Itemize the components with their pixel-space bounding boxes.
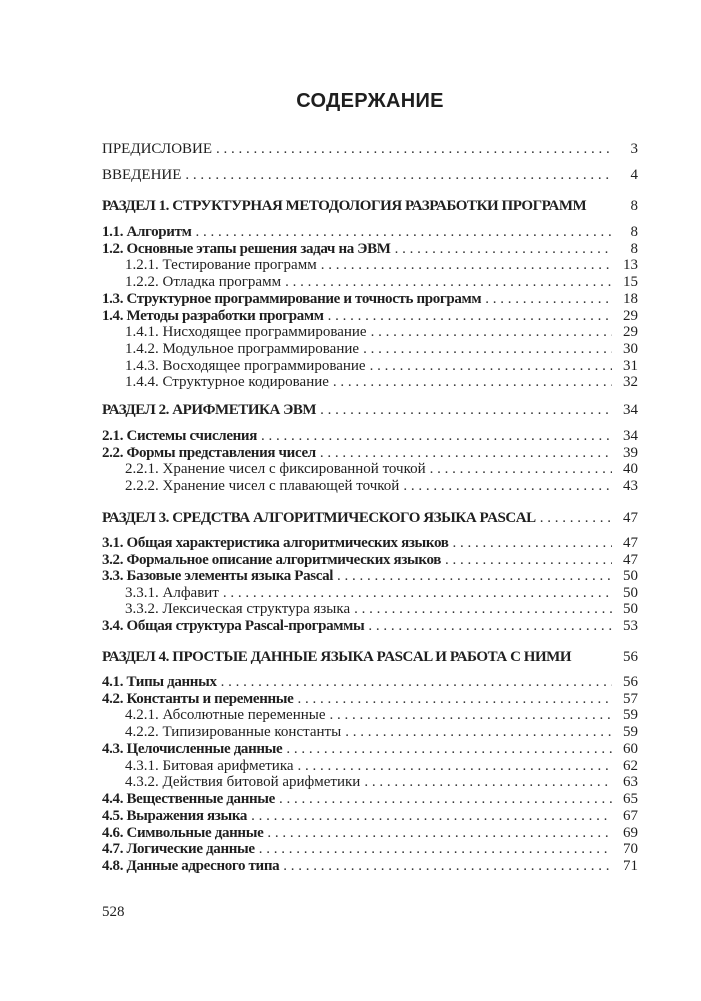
toc-entry-page: 60 bbox=[623, 740, 638, 757]
toc-entry bbox=[102, 791, 638, 808]
toc-entry-page: 13 bbox=[623, 257, 638, 274]
toc-entry-page: 8 bbox=[630, 224, 638, 240]
toc-entry-page: 4 bbox=[630, 167, 638, 183]
dot-leader bbox=[298, 758, 612, 775]
toc-entry-page: 65 bbox=[623, 791, 638, 808]
dot-leader bbox=[320, 445, 612, 462]
toc-entry-page: 3 bbox=[630, 141, 638, 157]
dot-leader bbox=[430, 461, 612, 478]
toc-entry-page: 15 bbox=[623, 274, 638, 291]
dot-leader bbox=[403, 478, 612, 495]
toc-entry bbox=[102, 585, 638, 602]
dot-leader bbox=[321, 257, 612, 274]
toc-entry-label: РАЗДЕЛ 1. СТРУКТУРНАЯ МЕТОДОЛОГИЯ РАЗРАБОТКИ ПРОГРАММ bbox=[102, 198, 587, 214]
toc-entry-page: 63 bbox=[623, 774, 638, 791]
dot-leader bbox=[364, 774, 612, 791]
toc-entry-label: 2.1. Системы счисления bbox=[102, 428, 257, 444]
toc-entry-label: РАЗДЕЛ 2. АРИФМЕТИКА ЭВМ bbox=[102, 402, 317, 418]
toc-entry-label: 4.4. Вещественные данные bbox=[102, 791, 275, 808]
toc-entry bbox=[102, 601, 638, 618]
toc-entry-label: 4.8. Данные адресного типа bbox=[102, 858, 280, 875]
toc-entry bbox=[102, 461, 638, 478]
toc-entry bbox=[102, 552, 638, 569]
toc-entry-label: 1.4.2. Модульное программирование bbox=[125, 340, 360, 357]
toc-entry-page: 62 bbox=[623, 757, 638, 774]
dot-leader bbox=[195, 224, 612, 241]
toc-entry-page: 40 bbox=[623, 461, 638, 478]
toc-entry-label: 1.4.1. Нисходящее программирование bbox=[125, 324, 367, 341]
toc-entry-label: 4.3.2. Действия битовой арифметики bbox=[125, 774, 361, 791]
toc-entry bbox=[102, 478, 638, 495]
toc-entry-page: 30 bbox=[623, 340, 638, 357]
toc-entry-label: 1.2. Основные этапы решения задач на ЭВМ bbox=[102, 240, 391, 257]
dot-leader bbox=[330, 707, 612, 724]
toc-entry-page: 56 bbox=[623, 649, 638, 665]
toc-entry-label: РАЗДЕЛ 3. СРЕДСТВА АЛГОРИТМИЧЕСКОГО ЯЗЫКА PASCAL bbox=[102, 510, 536, 526]
toc-entry bbox=[102, 428, 638, 445]
toc-entry bbox=[102, 341, 638, 358]
toc-entry-page: 59 bbox=[623, 724, 638, 741]
dot-leader bbox=[283, 858, 612, 875]
dot-leader bbox=[223, 585, 612, 602]
toc-entry-label: ПРЕДИСЛОВИЕ bbox=[102, 141, 213, 157]
toc-entry-page: 50 bbox=[623, 568, 638, 585]
dot-leader bbox=[371, 324, 612, 341]
toc-entry bbox=[102, 618, 638, 635]
toc-entry-label: 3.4. Общая структура Pascal-программы bbox=[102, 618, 365, 634]
dot-leader bbox=[370, 358, 612, 375]
toc-entry bbox=[102, 535, 638, 552]
toc-entry-label: 3.1. Общая характеристика алгоритмических языков bbox=[102, 535, 449, 551]
toc-entry-label: 2.2.1. Хранение чисел с фиксированной точкой bbox=[125, 461, 426, 478]
dot-leader bbox=[485, 291, 612, 308]
toc-entry-label: ВВЕДЕНИЕ bbox=[102, 167, 182, 183]
toc-entry bbox=[102, 308, 638, 325]
toc-entry bbox=[102, 402, 638, 419]
page-number: 528 bbox=[102, 904, 125, 920]
dot-leader bbox=[216, 141, 612, 158]
toc-entry bbox=[102, 198, 638, 215]
toc-entry-label: 3.3.1. Алфавит bbox=[125, 584, 219, 601]
toc-entry-page: 31 bbox=[623, 357, 638, 374]
toc-entry-label: 4.7. Логические данные bbox=[102, 841, 255, 858]
dot-leader bbox=[261, 428, 612, 445]
dot-leader bbox=[297, 691, 612, 708]
dot-leader bbox=[354, 601, 612, 618]
toc-entry-page: 67 bbox=[623, 807, 638, 824]
toc-entry bbox=[102, 841, 638, 858]
toc-entry-page: 56 bbox=[623, 674, 638, 690]
dot-leader bbox=[333, 374, 612, 391]
toc-entry-label: 4.3. Целочисленные данные bbox=[102, 740, 283, 757]
toc-entry-label: 4.2.2. Типизированные константы bbox=[125, 724, 342, 741]
dot-leader bbox=[337, 568, 612, 585]
toc-entry bbox=[102, 167, 638, 184]
toc-entry bbox=[102, 568, 638, 585]
toc-entry bbox=[102, 374, 638, 391]
toc-entry-label: 1.2.2. Отладка программ bbox=[125, 274, 282, 291]
toc-entry bbox=[102, 858, 638, 875]
toc-entry-page: 71 bbox=[623, 858, 638, 875]
toc-entry-page: 29 bbox=[623, 324, 638, 341]
toc-entry-page: 59 bbox=[623, 707, 638, 724]
toc-entry-page: 34 bbox=[623, 428, 638, 444]
toc-entry-page: 53 bbox=[623, 618, 638, 634]
dot-leader bbox=[221, 674, 612, 691]
dot-leader bbox=[285, 274, 612, 291]
toc-entry bbox=[102, 274, 638, 291]
toc-entry-page: 57 bbox=[623, 690, 638, 707]
dot-leader bbox=[320, 402, 612, 419]
toc-entry bbox=[102, 808, 638, 825]
toc-entry-label: 3.2. Формальное описание алгоритмических языков bbox=[102, 551, 441, 568]
toc-entry bbox=[102, 774, 638, 791]
toc-entry-label: 1.4.3. Восходящее программирование bbox=[125, 357, 366, 374]
toc-entry-page: 39 bbox=[623, 444, 638, 461]
toc-entry bbox=[102, 358, 638, 375]
dot-leader bbox=[453, 535, 613, 552]
page-title: СОДЕРЖАНИЕ bbox=[296, 90, 444, 112]
dot-leader bbox=[395, 241, 612, 258]
toc-entry bbox=[102, 825, 638, 842]
dot-leader bbox=[267, 825, 612, 842]
toc-entry-page: 47 bbox=[623, 510, 638, 526]
toc-entry-label: 3.3.2. Лексическая структура языка bbox=[125, 601, 351, 618]
toc-entry-label: 3.3. Базовые элементы языка Pascal bbox=[102, 568, 334, 585]
toc-entry bbox=[102, 724, 638, 741]
toc-entry-page: 43 bbox=[623, 478, 638, 495]
toc-entry bbox=[102, 324, 638, 341]
toc-entry-label: 1.4.4. Структурное кодирование bbox=[125, 374, 329, 391]
dot-leader bbox=[279, 791, 612, 808]
toc-entry-label: 2.2.2. Хранение чисел с плавающей точкой bbox=[125, 478, 400, 495]
toc-entry bbox=[102, 674, 638, 691]
toc-entry-page: 8 bbox=[630, 198, 638, 214]
dot-leader bbox=[328, 308, 612, 325]
toc-entry-label: 1.4. Методы разработки программ bbox=[102, 307, 324, 324]
toc-entry-label: 2.2. Формы представления чисел bbox=[102, 444, 316, 461]
dot-leader bbox=[286, 741, 612, 758]
toc-entry bbox=[102, 257, 638, 274]
dot-leader bbox=[259, 841, 612, 858]
toc-entry bbox=[102, 707, 638, 724]
toc-entry-page: 70 bbox=[623, 841, 638, 858]
toc-entry bbox=[102, 141, 638, 158]
toc-entry bbox=[102, 510, 638, 527]
toc-entry-label: 4.2.1. Абсолютные переменные bbox=[125, 707, 326, 724]
toc-entry bbox=[102, 649, 638, 666]
toc-entry-label: 4.6. Символьные данные bbox=[102, 824, 264, 841]
dot-leader bbox=[185, 167, 612, 184]
toc-entry-page: 47 bbox=[623, 551, 638, 568]
dot-leader bbox=[445, 552, 612, 569]
toc-entry-label: 1.3. Структурное программирование и точность программ bbox=[102, 290, 482, 307]
dot-leader bbox=[251, 808, 612, 825]
toc-entry-label: 4.2. Константы и переменные bbox=[102, 690, 294, 707]
toc-entry-page: 47 bbox=[623, 535, 638, 551]
toc-entry bbox=[102, 241, 638, 258]
toc-entry bbox=[102, 224, 638, 241]
toc-entry-label: РАЗДЕЛ 4. ПРОСТЫЕ ДАННЫЕ ЯЗЫКА PASCAL И РАБОТА С НИМИ bbox=[102, 649, 572, 665]
toc-entry-label: 4.1. Типы данных bbox=[102, 674, 217, 690]
toc-entry bbox=[102, 291, 638, 308]
toc-entry-page: 69 bbox=[623, 824, 638, 841]
toc-entry-page: 50 bbox=[623, 601, 638, 618]
toc-entry-label: 4.3.1. Битовая арифметика bbox=[125, 757, 294, 774]
toc-entry bbox=[102, 758, 638, 775]
dot-leader bbox=[540, 510, 612, 527]
toc-entry-label: 4.5. Выражения языка bbox=[102, 807, 248, 824]
toc-entry-page: 50 bbox=[623, 584, 638, 601]
toc-entry-page: 18 bbox=[623, 290, 638, 307]
toc-entry bbox=[102, 445, 638, 462]
toc-entry-label: 1.2.1. Тестирование программ bbox=[125, 257, 317, 274]
toc-entry-page: 34 bbox=[623, 402, 638, 418]
toc-entry bbox=[102, 691, 638, 708]
dot-leader bbox=[368, 618, 612, 635]
toc-entry-page: 32 bbox=[623, 374, 638, 391]
toc-entry bbox=[102, 741, 638, 758]
toc-entry-label: 1.1. Алгоритм bbox=[102, 224, 192, 240]
dot-leader bbox=[345, 724, 612, 741]
dot-leader bbox=[363, 341, 612, 358]
toc-entry-page: 29 bbox=[623, 307, 638, 324]
toc-entry-page: 8 bbox=[630, 240, 638, 257]
